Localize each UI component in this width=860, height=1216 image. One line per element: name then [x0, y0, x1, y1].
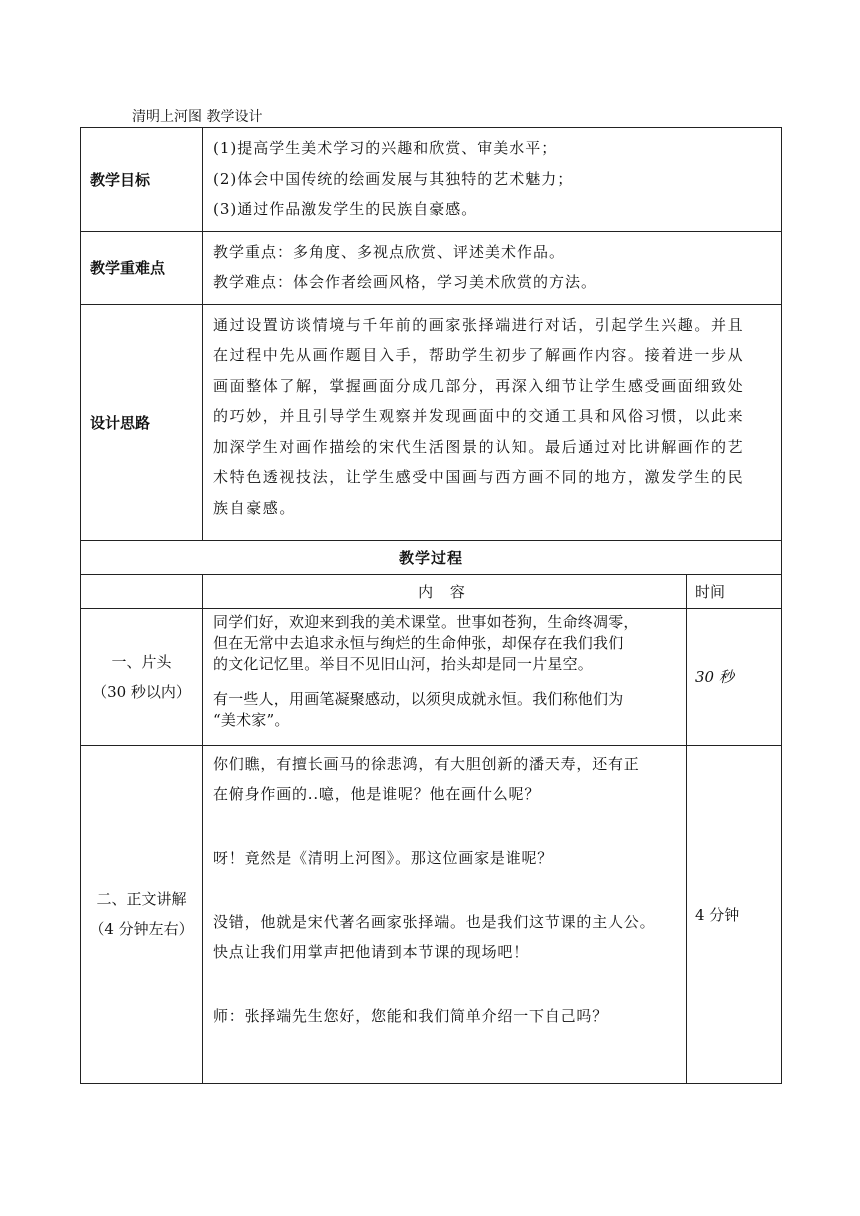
goal-item: (2)体会中国传统的绘画发展与其独特的艺术魅力； [213, 169, 574, 188]
design-row [81, 304, 782, 540]
design-line: 族自豪感。 [213, 498, 297, 517]
header-time: 时间 [687, 574, 782, 608]
content-line: 但在无常中去追求永恒与绚烂的生命伸张，却保存在我们我们 [213, 633, 624, 652]
stage-content [203, 745, 687, 1083]
lesson-plan-table [80, 127, 782, 1084]
content-line: 你们瞧，有擅长画马的徐悲鸿，有大胆创新的潘天寿，还有正 [213, 754, 640, 773]
content-line: 的文化记忆里。举目不见旧山河，抬头却是同一片星空。 [213, 654, 594, 673]
difficulty-item: 教学难点：体会作者绘画风格，学习美术欣赏的方法。 [213, 273, 598, 291]
stage-cell [81, 608, 203, 745]
content-line: 师：张择端先生您好，您能和我们简单介绍一下自己吗？ [213, 1006, 609, 1025]
design-line: 加深学生对画作描绘的宋代生活图景的认知。最后通过对比讲解画作的艺 [213, 437, 745, 456]
goals-row [81, 128, 782, 232]
process-title: 教学过程 [81, 540, 782, 574]
content-line: 呀！竟然是《清明上河图》。那这位画家是谁呢？ [213, 848, 554, 867]
design-line: 通过设置访谈情境与千年前的画家张择端进行对话，引起学生兴趣。并且 [213, 315, 745, 334]
content-line: 快点让我们用掌声把他请到本节课的现场吧！ [213, 942, 530, 961]
difficulties-label: 教学重难点 [81, 231, 203, 304]
process-header-row [81, 574, 782, 608]
difficulties-content [203, 231, 782, 304]
stage-limit: （30 秒以内） [92, 682, 191, 701]
difficulty-item: 教学重点：多角度、多视点欣赏、评述美术作品。 [213, 242, 566, 261]
process-title-row [81, 540, 782, 574]
stage-time: 30 秒 [687, 608, 782, 745]
content-line: “美术家”。 [213, 710, 290, 729]
stage-cell [81, 745, 203, 1083]
stage-name: 一、片头 [111, 652, 172, 671]
document-title: 清明上河图 教学设计 [132, 109, 263, 125]
goals-label: 教学目标 [81, 128, 203, 232]
content-line: 有一些人，用画笔凝聚感动，以须臾成就永恒。我们称他们为 [213, 689, 624, 708]
process-row-main [81, 745, 782, 1083]
content-line: 没错，他就是宋代著名画家张择端。也是我们这节课的主人公。 [213, 912, 656, 931]
process-row-intro [81, 608, 782, 745]
design-label: 设计思路 [81, 304, 203, 540]
header-empty-cell [81, 574, 203, 608]
difficulties-row [81, 231, 782, 304]
goals-content [203, 128, 782, 232]
header-content: 内 容 [203, 574, 687, 608]
design-line: 画面整体了解，掌握画面分成几部分，再深入细节让学生感受画面细致处 [213, 376, 745, 395]
design-line: 术特色透视技法，让学生感受中国画与西方画不同的地方，激发学生的民 [213, 468, 745, 486]
design-line: 的巧妙，并且引导学生观察并发现画面中的交通工具和风俗习惯，以此来 [213, 407, 745, 425]
goal-item: (1)提高学生美术学习的兴趣和欣赏、审美水平； [213, 139, 558, 157]
content-line: 同学们好，欢迎来到我的美术课堂。世事如苍狗，生命终凋零， [213, 612, 639, 631]
design-line: 在过程中先从画作题目入手，帮助学生初步了解画作内容。接着进一步从 [213, 346, 745, 364]
design-content [203, 304, 782, 540]
goal-item: (3)通过作品激发学生的民族自豪感。 [213, 200, 478, 218]
stage-time: 4 分钟 [687, 745, 782, 1083]
stage-limit: （4 分钟左右） [89, 920, 194, 938]
content-line: 在俯身作画的..噫，他是谁呢？他在画什么呢？ [213, 784, 541, 803]
stage-content [203, 608, 687, 745]
stage-name: 二、正文讲解 [96, 890, 187, 908]
